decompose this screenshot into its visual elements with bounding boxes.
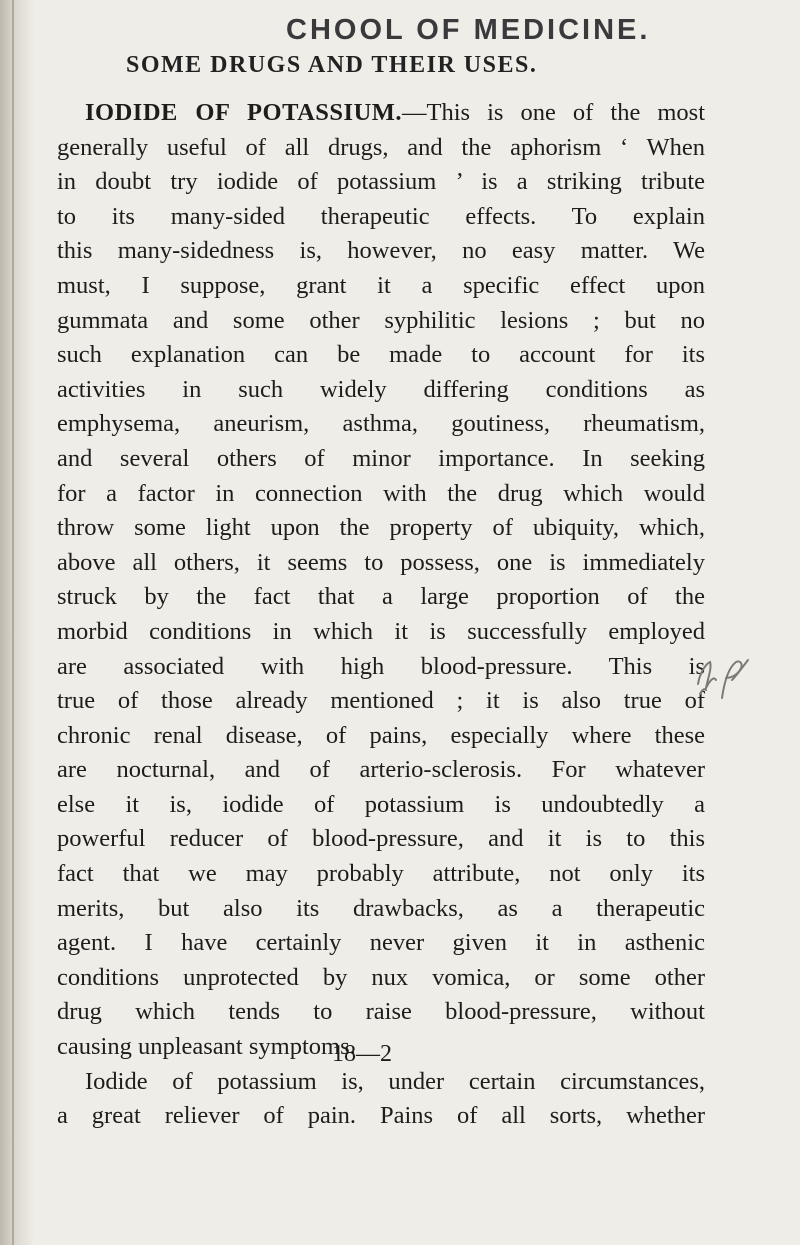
text-line: struck by the fact that a large proportion of the bbox=[57, 583, 705, 611]
text-line: Iodide of potassium is, under certain circumstances, bbox=[85, 1067, 705, 1095]
text-line: are associated with high blood-pressure. This is bbox=[57, 652, 705, 680]
text-line: emphysema, aneurism, asthma, goutiness, rheumatism, bbox=[57, 410, 705, 438]
pencil-annotation-icon bbox=[692, 654, 752, 706]
section-heading: IODIDE OF POTASSIUM. bbox=[85, 99, 403, 126]
text-line: conditions unprotected by nux vomica, or some other bbox=[57, 963, 705, 991]
binding-edge bbox=[12, 0, 14, 1245]
running-head: SOME DRUGS AND THEIR USES. bbox=[126, 52, 538, 78]
text-line: morbid conditions in which it is successfully employed bbox=[57, 617, 705, 645]
text-line: and several others of minor importance. In seeking bbox=[57, 444, 705, 472]
text-line: agent. I have certainly never given it in asthenic bbox=[57, 929, 705, 957]
text-line: above all others, it seems to possess, one is immediately bbox=[57, 548, 705, 576]
text-line: must, I suppose, grant it a specific effect upon bbox=[57, 271, 705, 299]
body-text bbox=[57, 96, 705, 1134]
text-line: throw some light upon the property of ubiquity, which, bbox=[57, 514, 705, 542]
text-line: else it is, iodide of potassium is undoubtedly a bbox=[57, 790, 705, 818]
text-line: chronic renal disease, of pains, especially where these bbox=[57, 721, 705, 749]
text-line: powerful reducer of blood-pressure, and it is to this bbox=[57, 825, 705, 853]
text-line: IODIDE OF POTASSIUM.—This is one of the most bbox=[85, 99, 706, 126]
text-line: drug which tends to raise blood-pressure, without bbox=[57, 998, 705, 1026]
text-line: generally useful of all drugs, and the aphorism ‘ When bbox=[57, 133, 705, 161]
text-line: this many-sidedness is, however, no easy matter. We bbox=[57, 237, 705, 265]
text-line: true of those already mentioned ; it is also true of bbox=[57, 687, 705, 715]
text-line: to its many-sided therapeutic effects. To explain bbox=[57, 202, 705, 230]
page-gutter-shadow bbox=[0, 0, 34, 1245]
paragraph-1 bbox=[57, 96, 705, 1065]
text-line: fact that we may probably attribute, not only its bbox=[57, 860, 705, 888]
text-line: for a factor in connection with the drug which would bbox=[57, 479, 705, 507]
text-line: merits, but also its drawbacks, as a therapeutic bbox=[57, 894, 705, 922]
text-line: causing unpleasant symptoms. bbox=[57, 1033, 356, 1061]
paragraph-2 bbox=[57, 1065, 705, 1134]
text-line: gummata and some other syphilitic lesions ; but no bbox=[57, 306, 705, 334]
text-line: activities in such widely differing conditions as bbox=[57, 375, 705, 403]
text-line: in doubt try iodide of potassium ’ is a striking tribute bbox=[57, 168, 705, 196]
text-line: such explanation can be made to account for its bbox=[57, 341, 705, 369]
text-line: are nocturnal, and of arterio-sclerosis. For whatever bbox=[57, 756, 705, 784]
text-line: a great reliever of pain. Pains of all sorts, whether bbox=[57, 1102, 705, 1130]
page-number: 18—2 bbox=[332, 1041, 392, 1067]
library-stamp: CHOOL OF MEDICINE. bbox=[286, 14, 651, 46]
